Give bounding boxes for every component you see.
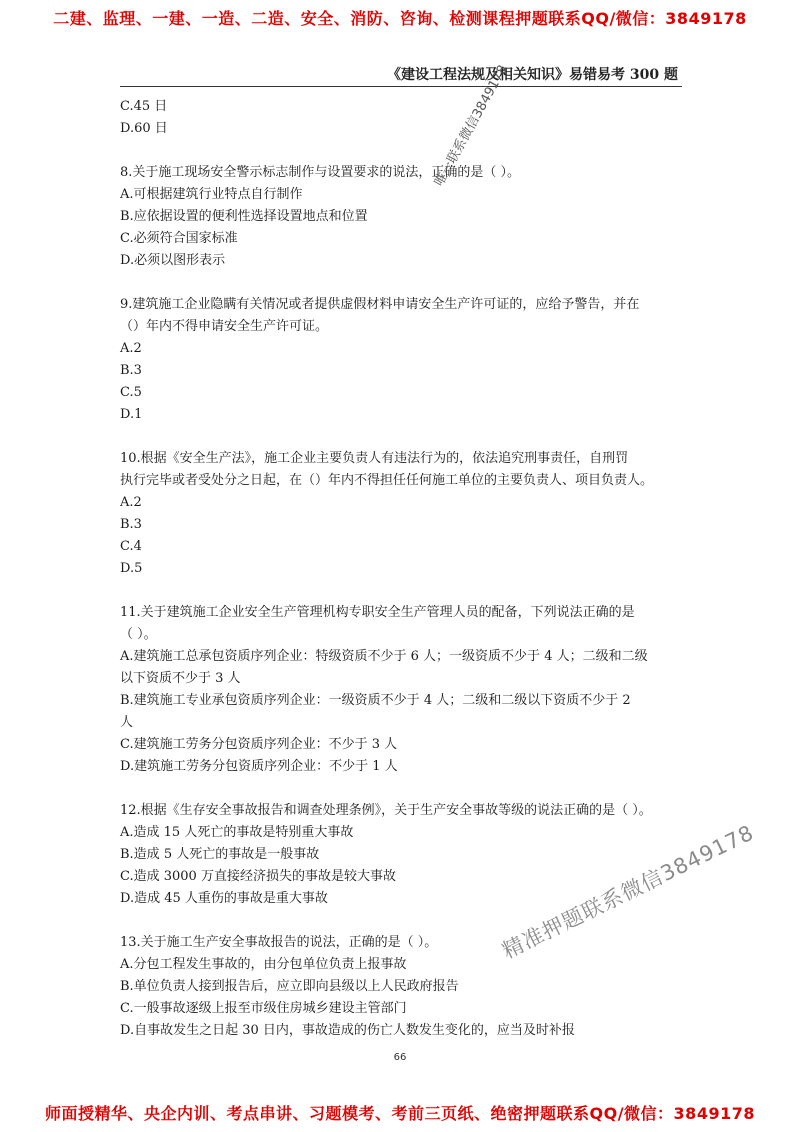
text-line: 执行完毕或者受处分之日起，在（）年内不得担任任何施工单位的主要负责人、项目负责人。 (120, 473, 654, 488)
text-line: A.建筑施工总承包资质序列企业：特级资质不少于 6 人；一级资质不少于 4 人；二级和二级 (120, 649, 648, 664)
text-line: C.一般事故逐级上报至市级住房城乡建设主管部门 (120, 1001, 407, 1016)
text-line: C.必须符合国家标准 (120, 231, 238, 246)
text-line: C.造成 3000 万直接经济损失的事故是较大事故 (120, 869, 396, 884)
top-banner: 二建、监理、一建、一造、二造、安全、消防、咨询、检测课程押题联系QQ/微信：3849178 (53, 9, 747, 28)
text-line: B.建筑施工专业承包资质序列企业：一级资质不少于 4 人；二级和二级以下资质不少于 2 (120, 693, 631, 708)
text-line: B.应依据设置的便利性选择设置地点和位置 (120, 209, 368, 224)
text-line: C.45 日 (120, 99, 168, 114)
text-line: 13.关于施工生产安全事故报告的说法，正确的是（ ）。 (120, 935, 438, 950)
watermark-diagonal-large: 精准押题联系微信3849178 (498, 820, 758, 964)
text-line: 12.根据《生存安全事故报告和调查处理条例》，关于生产安全事故等级的说法正确的是（ ）。 (120, 803, 652, 818)
header-title: 《建设工程法规及相关知识》易错易考 300 题 (387, 67, 678, 83)
text-line: C.4 (120, 539, 142, 554)
paragraph-gap (120, 580, 682, 602)
text-line: D.建筑施工劳务分包资质序列企业：不少于 1 人 (120, 759, 398, 774)
text-line: B.单位负责人接到报告后，应立即向县级以上人民政府报告 (120, 979, 459, 994)
text-line: 8.关于施工现场安全警示标志制作与设置要求的说法，正确的是（ ）。 (120, 165, 521, 180)
text-line: C.5 (120, 385, 142, 400)
text-line: 人 (120, 715, 134, 730)
paragraph-gap (120, 426, 682, 448)
header-divider (120, 86, 682, 87)
text-line: B.3 (120, 363, 142, 378)
text-line: D.自事故发生之日起 30 日内，事故造成的伤亡人数发生变化的，应当及时补报 (120, 1023, 575, 1038)
text-line: D.1 (120, 407, 143, 422)
paragraph-gap (120, 778, 682, 800)
text-line: C.建筑施工劳务分包资质序列企业：不少于 3 人 (120, 737, 398, 752)
bottom-banner: 师面授精华、央企内训、考点串讲、习题模考、考前三页纸、绝密押题联系QQ/微信：3849178 (45, 1104, 755, 1123)
paragraph-gap (120, 272, 682, 294)
text-line: A.可根据建筑行业特点自行制作 (120, 187, 303, 202)
text-line: 10.根据《安全生产法》，施工企业主要负责人有违法行为的，依法追究刑事责任，自刑罚 (120, 451, 629, 466)
page-number: 66 (393, 1052, 407, 1063)
watermark-diagonal-small: 唯一联系微信3849178 (431, 62, 511, 189)
text-line: D.造成 45 人重伤的事故是重大事故 (120, 891, 328, 906)
text-line: A.2 (120, 341, 142, 356)
text-line: （）年内不得申请安全生产许可证。 (120, 319, 329, 334)
text-line: A.分包工程发生事故的，由分包单位负责上报事故 (120, 957, 407, 972)
text-line: A.造成 15 人死亡的事故是特别重大事故 (120, 825, 354, 840)
text-line: 以下资质不少于 3 人 (120, 671, 241, 686)
paragraph-gap (120, 140, 682, 162)
text-line: B.3 (120, 517, 142, 532)
text-line: A.2 (120, 495, 142, 510)
text-line: B.造成 5 人死亡的事故是一般事故 (120, 847, 320, 862)
text-line: D.5 (120, 561, 143, 576)
text-line: D.60 日 (120, 121, 168, 136)
text-line: （ ）。 (120, 627, 157, 642)
text-line: 11.关于建筑施工企业安全生产管理机构专职安全生产管理人员的配备，下列说法正确的是 (120, 605, 635, 620)
text-line: 9.建筑施工企业隐瞒有关情况或者提供虚假材料申请安全生产许可证的，应给予警告，并在 (120, 297, 640, 312)
text-line: D.必须以图形表示 (120, 253, 226, 268)
